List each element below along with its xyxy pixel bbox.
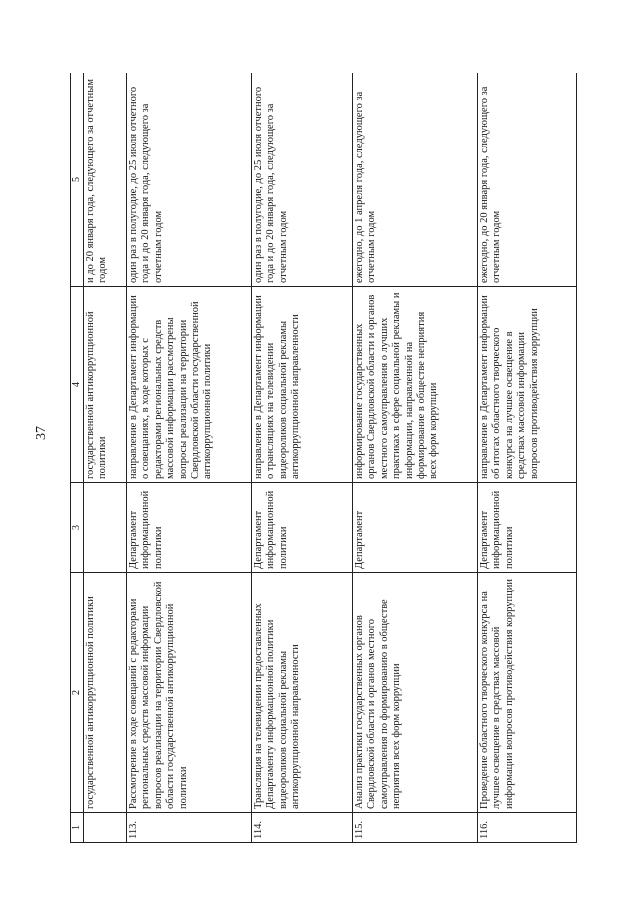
form-cell: направление в Департамент информации о совещаниях, в ходе которых с редакторами региональных средств массовой информации рассмотрены вопросы реализации на территории Свердловской области государственной антикоррупционной политики [127, 287, 252, 483]
deadline-cell: один раз в полугодие, до 25 июля отчетного года и до 20 января года, следующего за отчетным годом [127, 73, 252, 287]
table-header-row [71, 73, 84, 843]
responsible-cell [84, 483, 127, 573]
event-cell: Рассмотрение в ходе совещаний с редакторами региональных средств массовой информации вопросов реализации на территории Свердловской области государственной антикоррупционной политики [127, 573, 252, 813]
column-header: 3 [71, 483, 84, 573]
event-cell: государственной антикоррупционной политики [84, 573, 127, 813]
document-page [70, 73, 615, 843]
row-number-cell: 116. [478, 813, 577, 843]
column-header: 5 [71, 73, 84, 287]
table-row [84, 73, 127, 843]
deadline-cell: ежегодно, до 1 апреля года, следующего за отчетным годом [353, 73, 478, 287]
page-number: 37 [34, 426, 49, 440]
row-number-cell [84, 813, 127, 843]
column-header: 2 [71, 573, 84, 813]
row-number-cell: 113. [127, 813, 252, 843]
table-row [252, 73, 353, 843]
deadline-cell: и до 20 января года, следующего за отчетным годом [84, 73, 127, 287]
deadline-cell: ежегодно, до 20 января года, следующего за отчетным годом [478, 73, 577, 287]
form-cell: информирование государственных органов Свердловской области и органов местного самоуправления о лучших практиках в сфере социальной рекламы и информации, направленной на формирование в обществе неприятия всех форм коррупции [353, 287, 478, 483]
event-cell: Трансляция на телевидении предоставленных Департаменту информационной политики видеороликов социальной рекламы антикоррупционной направленности [252, 573, 353, 813]
table-row [478, 73, 577, 843]
table-row [127, 73, 252, 843]
deadline-cell: один раз в полугодие, до 25 июля отчетного года и до 20 января года, следующего за отчетным годом [252, 73, 353, 287]
responsible-cell: Департамент информационной политики [478, 483, 577, 573]
column-header: 1 [71, 813, 84, 843]
row-number-cell: 115. [353, 813, 478, 843]
rotated-table-container [70, 73, 615, 843]
form-cell: государственной антикоррупционной политики [84, 287, 127, 483]
form-cell: направление в Департамент информации о трансляциях на телевидении видеороликов социальной рекламы антикоррупционной направленности [252, 287, 353, 483]
column-header: 4 [71, 287, 84, 483]
form-cell: направление в Департамент информации об итогах областного творческого конкурса на лучшее освещение в средствах массовой информации вопросов противодействия коррупции [478, 287, 577, 483]
row-number-cell: 114. [252, 813, 353, 843]
responsible-cell: Департамент информационной политики [127, 483, 252, 573]
measures-table [70, 73, 577, 843]
event-cell: Проведение областного творческого конкурса на лучшее освещение в средствах массовой информации вопросов противодействия коррупции [478, 573, 577, 813]
responsible-cell: Департамент [353, 483, 478, 573]
responsible-cell: Департамент информационной политики [252, 483, 353, 573]
event-cell: Анализ практики государственных органов Свердловской области и органов местного самоуправления по формированию в обществе неприятия всех форм коррупции [353, 573, 478, 813]
table-row [353, 73, 478, 843]
